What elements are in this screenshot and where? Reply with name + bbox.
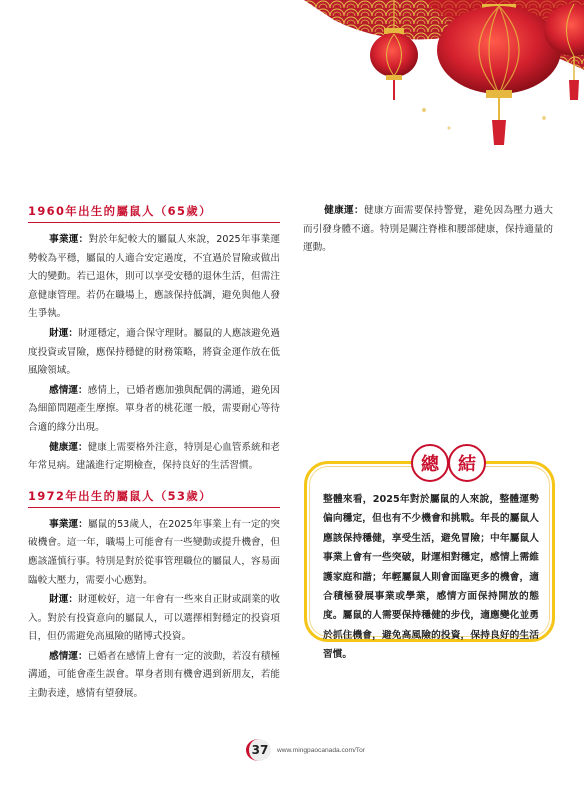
career-paragraph-1960 xyxy=(28,231,280,324)
love-paragraph-1960 xyxy=(28,382,280,438)
career-text: 屬鼠的53歲人，在2025年事業上有一定的突破機會。這一年，職場上可能會有一些變動或提升機會，但應該謹慎行事。特別是對於從事管理職位的屬鼠人，容易面臨較大壓力，需要小心應對。 xyxy=(28,518,281,586)
health-paragraph-1960 xyxy=(28,439,280,476)
love-text: 感情上，已婚者應加強與配偶的溝通，避免因為細節問題產生摩擦。單身者的桃花運一般，需要耐心等待合適的緣分出現。 xyxy=(28,384,281,433)
section-title-1960: 1960年出生的屬鼠人（65歲） xyxy=(28,203,280,223)
wealth-label: 財運： xyxy=(49,594,78,606)
love-text: 已婚者在感情上會有一定的波動，若沒有積極溝通，可能會產生誤會。單身者則有機會遇到新朋友，若能主動表達，感情有望發展。 xyxy=(28,650,281,700)
summary-badge-zong: 總 xyxy=(411,444,449,482)
career-paragraph-1972 xyxy=(28,516,280,590)
wealth-paragraph-1960 xyxy=(28,325,280,381)
love-label: 感情運： xyxy=(49,384,88,396)
health-paragraph-1972 xyxy=(303,202,553,258)
health-label: 健康運： xyxy=(324,205,364,216)
page-footer xyxy=(246,737,365,763)
health-text: 健康方面需要保持警覺，避免因為壓力過大而引發身體不適。特別是關注脊椎和腰部健康，保持適量的運動。 xyxy=(303,205,554,254)
career-label: 事業運： xyxy=(49,518,88,530)
right-column xyxy=(303,202,553,259)
love-label: 感情運： xyxy=(49,650,88,662)
left-column xyxy=(28,203,280,705)
health-label: 健康運： xyxy=(49,441,88,453)
summary-badge-jie: 結 xyxy=(448,444,486,482)
summary-text: 整體來看，2025年對於屬鼠的人來說，整體運勢偏向穩定，但也有不少機會和挑戰。年長的屬鼠人應該保持穩健，享受生活，避免冒險；中年屬鼠人事業上會有一些突破，財運相對穩定，感情上需維護家庭和諧；年輕屬鼠人則會面臨更多的機會，適合積極發展事業或學業，感情方面保持開放的態度。屬鼠的人需要保持穩健的步伐，適應變化並勇於抓住機會，避免高風險的投資，保持良好的生活習慣。 xyxy=(323,494,539,661)
section-title-1972: 1972年出生的屬鼠人（53歲） xyxy=(28,488,280,508)
wealth-text: 財運穩定，適合保守理財。屬鼠的人應該避免過度投資或冒險，應保持穩健的財務策略，將資金運作放在低風險領域。 xyxy=(28,327,281,377)
wealth-paragraph-1972 xyxy=(28,591,280,647)
summary-box xyxy=(304,454,555,661)
career-label: 事業運： xyxy=(49,234,89,245)
love-paragraph-1972 xyxy=(28,648,280,704)
website-link[interactable]: www.mingpaocanada.com/Tor xyxy=(277,746,365,754)
wealth-text: 財運較好，這一年會有一些來自正財或副業的收入。對於有投資意向的屬鼠人，可以選擇相對穩定的投資項目，但仍需避免高風險的賭博式投資。 xyxy=(28,594,281,643)
career-text: 對於年紀較大的屬鼠人來說，2025年事業運勢較為平穩，屬鼠的人適合安定過度，不宜過於冒險或做出大的變動。若已退休，則可以享受安穩的退休生活，但需注意健康管理。若仍在職場上，應該保持低調，避免與他人發生爭執。 xyxy=(28,234,280,320)
lantern-decoration xyxy=(274,0,584,150)
page-number: 37 xyxy=(246,739,271,761)
wealth-label: 財運： xyxy=(49,327,78,339)
health-text: 健康上需要格外注意，特別是心血管系統和老年常見病。建議進行定期檢查，保持良好的生活習慣。 xyxy=(28,441,281,472)
lantern-large-icon xyxy=(437,4,561,145)
